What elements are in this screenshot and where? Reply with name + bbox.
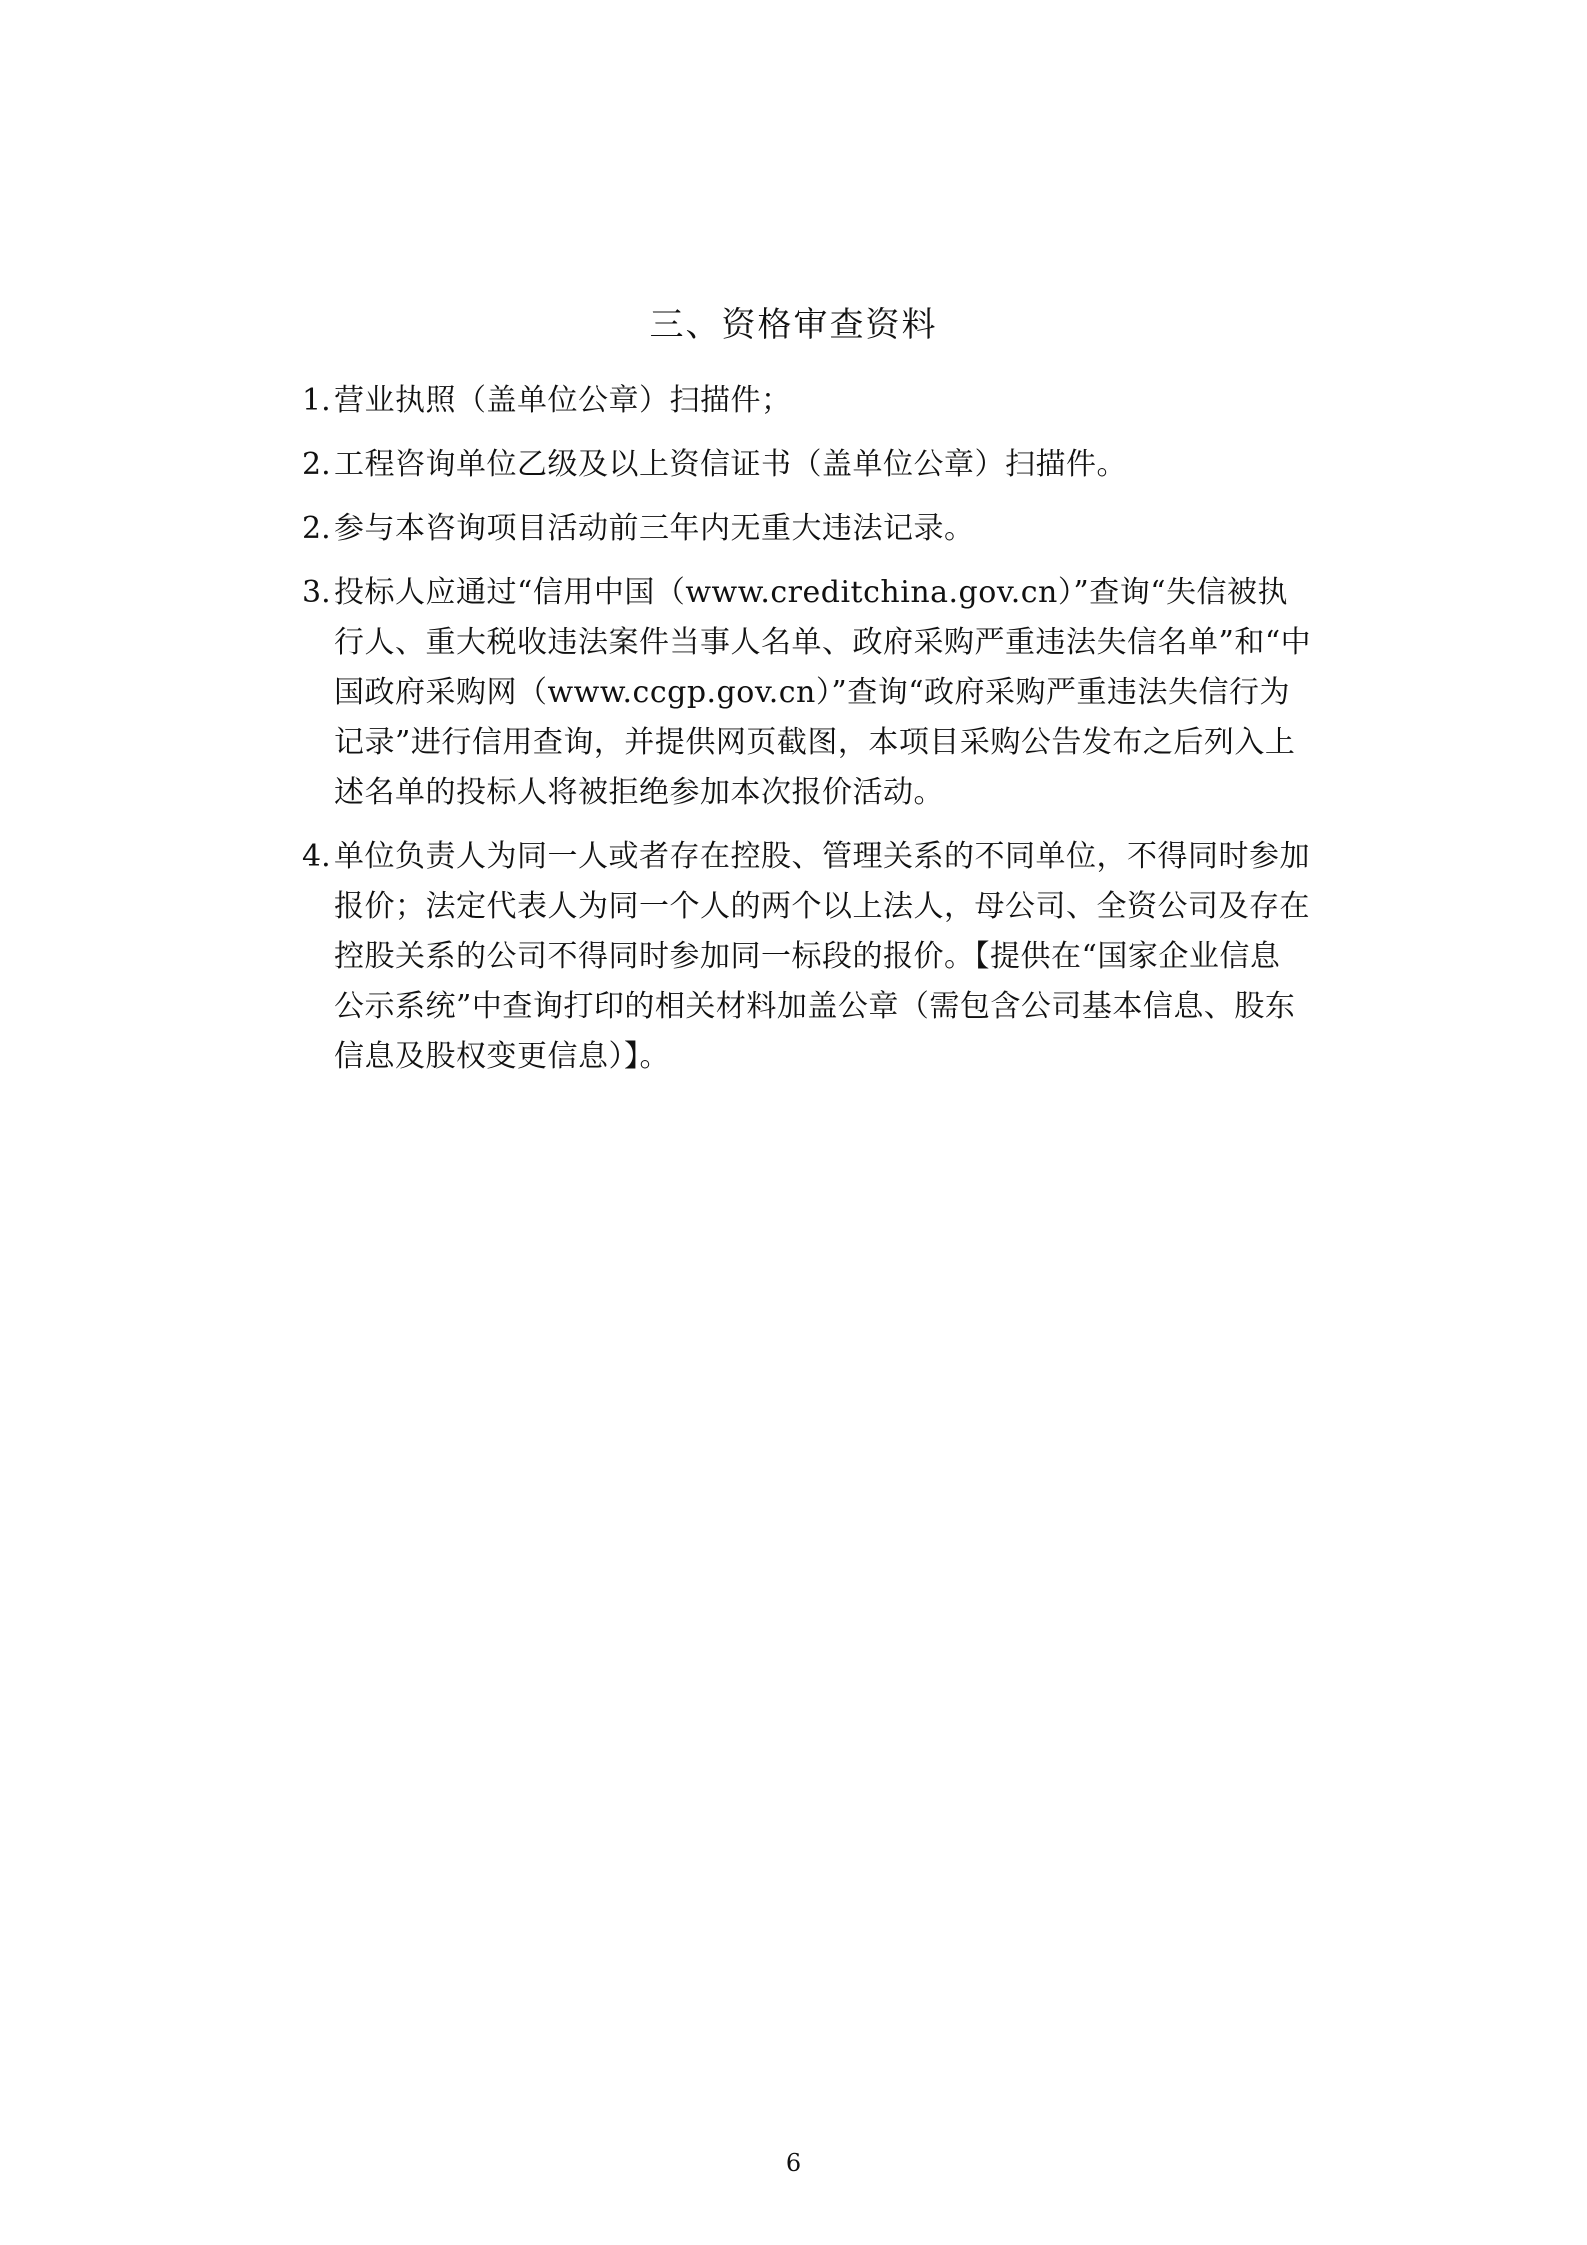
list-item — [302, 568, 1352, 818]
section-title: 三、资格审查资料 — [649, 305, 938, 345]
item-number: 1. — [302, 383, 331, 418]
text-line: 信息及股权变更信息）】。 — [334, 1039, 670, 1074]
list-item — [302, 832, 1352, 1082]
item-text — [334, 440, 1352, 490]
text-line: 述名单的投标人将被拒绝参加本次报价活动。 — [334, 775, 944, 810]
text-line: 单位负责人为同一人或者存在控股、管理关系的不同单位，不得同时参加 — [334, 839, 1310, 874]
item-text — [334, 832, 1352, 1082]
list-item — [302, 504, 1352, 554]
item-number: 2. — [302, 511, 331, 546]
text-line: 工程咨询单位乙级及以上资信证书（盖单位公章）扫描件。 — [334, 447, 1127, 482]
text-line: 投标人应通过“信用中国（www.creditchina.gov.cn）”查询“失信被执 — [334, 575, 1289, 610]
text-line: 公示系统”中查询打印的相关材料加盖公章（需包含公司基本信息、股东 — [334, 989, 1296, 1024]
requirements-list — [302, 376, 1352, 1096]
list-item — [302, 376, 1352, 426]
text-line: 参与本咨询项目活动前三年内无重大违法记录。 — [334, 511, 975, 546]
text-line: 报价；法定代表人为同一个人的两个以上法人，母公司、全资公司及存在 — [334, 889, 1310, 924]
text-line: 国政府采购网（www.ccgp.gov.cn）”查询“政府采购严重违法失信行为 — [334, 675, 1291, 710]
item-number: 2. — [302, 447, 331, 482]
text-line: 记录”进行信用查询，并提供网页截图，本项目采购公告发布之后列入上 — [334, 725, 1296, 760]
list-item — [302, 440, 1352, 490]
item-text — [334, 376, 1352, 426]
item-text — [334, 504, 1352, 554]
text-line: 营业执照（盖单位公章）扫描件； — [334, 383, 792, 418]
item-number: 4. — [302, 839, 331, 874]
text-line: 控股关系的公司不得同时参加同一标段的报价。【提供在“国家企业信息 — [334, 939, 1281, 974]
page-number: 6 — [785, 2149, 802, 2177]
item-number: 3. — [302, 575, 331, 610]
item-text — [334, 568, 1352, 818]
text-line: 行人、重大税收违法案件当事人名单、政府采购严重违法失信名单”和“中 — [334, 625, 1312, 660]
